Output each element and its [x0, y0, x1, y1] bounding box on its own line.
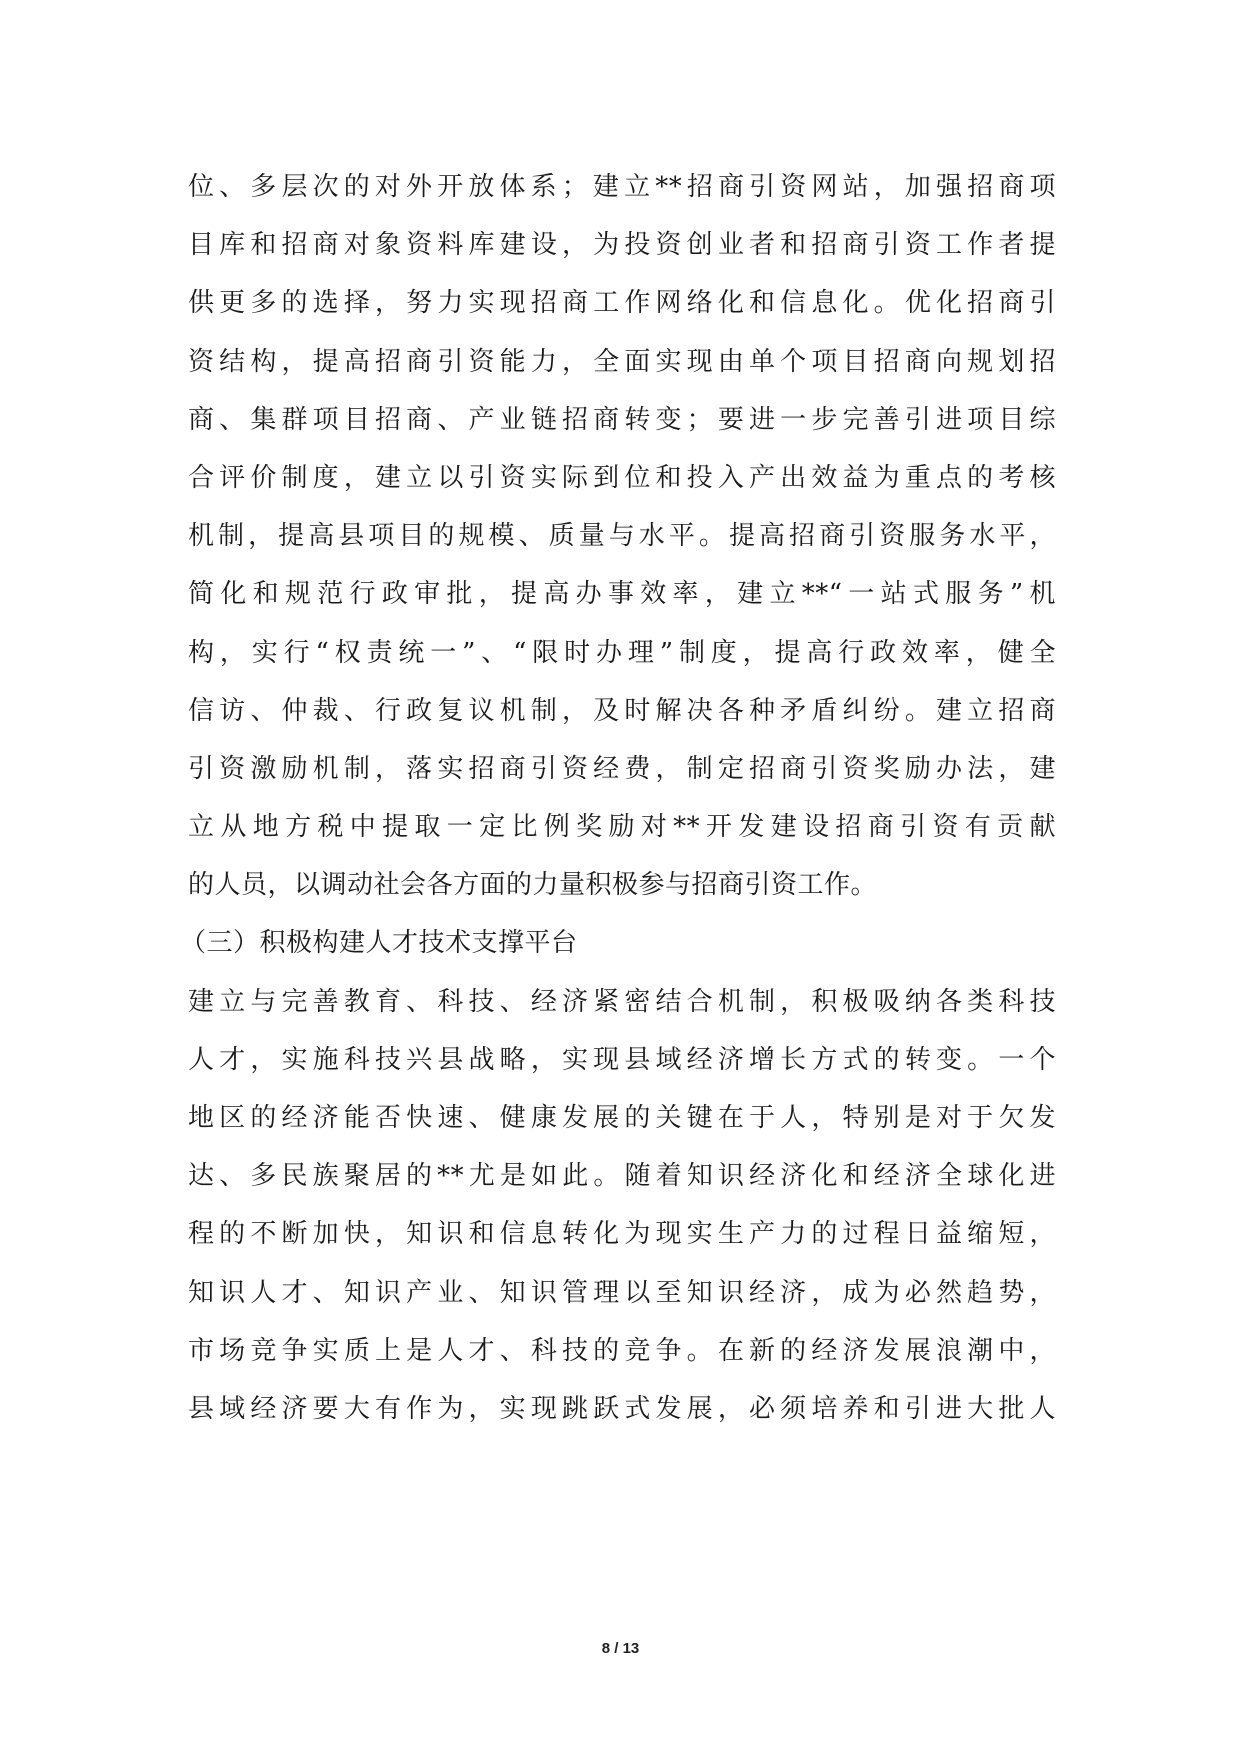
body-line: 知识人才、知识产业、知识管理以至知识经济，成为必然趋势，	[188, 1277, 1056, 1308]
body-line: 人才，实施科技兴县战略，实现县域经济增长方式的转变。一个	[188, 1044, 1056, 1075]
body-line: 信访、仲裁、行政复议机制，及时解决各种矛盾纠纷。建立招商	[188, 695, 1056, 726]
body-line: 资结构，提高招商引资能力，全面实现由单个项目招商向规划招	[188, 346, 1056, 377]
body-line: 目库和招商对象资料库建设，为投资创业者和招商引资工作者提	[188, 230, 1056, 261]
page-number: 8 / 13	[601, 1640, 640, 1657]
body-line: 达、多民族聚居的**尤是如此。随着知识经济化和经济全球化进	[188, 1161, 1056, 1192]
body-line: 供更多的选择，努力实现招商工作网络化和信息化。优化招商引	[188, 288, 1056, 319]
body-line: 地区的经济能否快速、健康发展的关键在于人，特别是对于欠发	[188, 1103, 1056, 1133]
body-line: 建立与完善教育、科技、经济紧密结合机制，积极吸纳各类科技	[188, 986, 1056, 1017]
body-line: 立从地方税中提取一定比例奖励对**开发建设招商引资有贡献	[188, 812, 1056, 843]
document-body	[180, 158, 1056, 1438]
body-line: 市场竞争实质上是人才、科技的竞争。在新的经济发展浪潮中，	[188, 1335, 1056, 1366]
body-line: 合评价制度，建立以引资实际到位和投入产出效益为重点的考核	[188, 462, 1056, 493]
body-line: 构，实行“权责统一”、“限时办理”制度，提高行政效率，健全	[188, 637, 1056, 668]
body-line: 的人员，以调动社会各方面的力量积极参与招商引资工作。	[188, 870, 878, 901]
body-line: 简化和规范行政审批，提高办事效率，建立**“一站式服务”机	[188, 579, 1056, 610]
body-line: 引资激励机制，落实招商引资经费，制定招商引资奖励办法，建	[188, 753, 1056, 784]
body-line: 位、多层次的对外开放体系；建立**招商引资网站，加强招商项	[188, 172, 1056, 202]
body-line: 商、集群项目招商、产业链招商转变；要进一步完善引进项目综	[188, 404, 1056, 435]
body-line: 程的不断加快，知识和信息转化为现实生产力的过程日益缩短，	[188, 1219, 1056, 1250]
section-heading: （三）积极构建人才技术支撑平台	[180, 928, 578, 959]
body-line: 机制，提高县项目的规模、质量与水平。提高招商引资服务水平，	[188, 521, 1056, 552]
body-line: 县域经济要大有作为，实现跳跃式发展，必须培养和引进大批人	[188, 1393, 1056, 1424]
